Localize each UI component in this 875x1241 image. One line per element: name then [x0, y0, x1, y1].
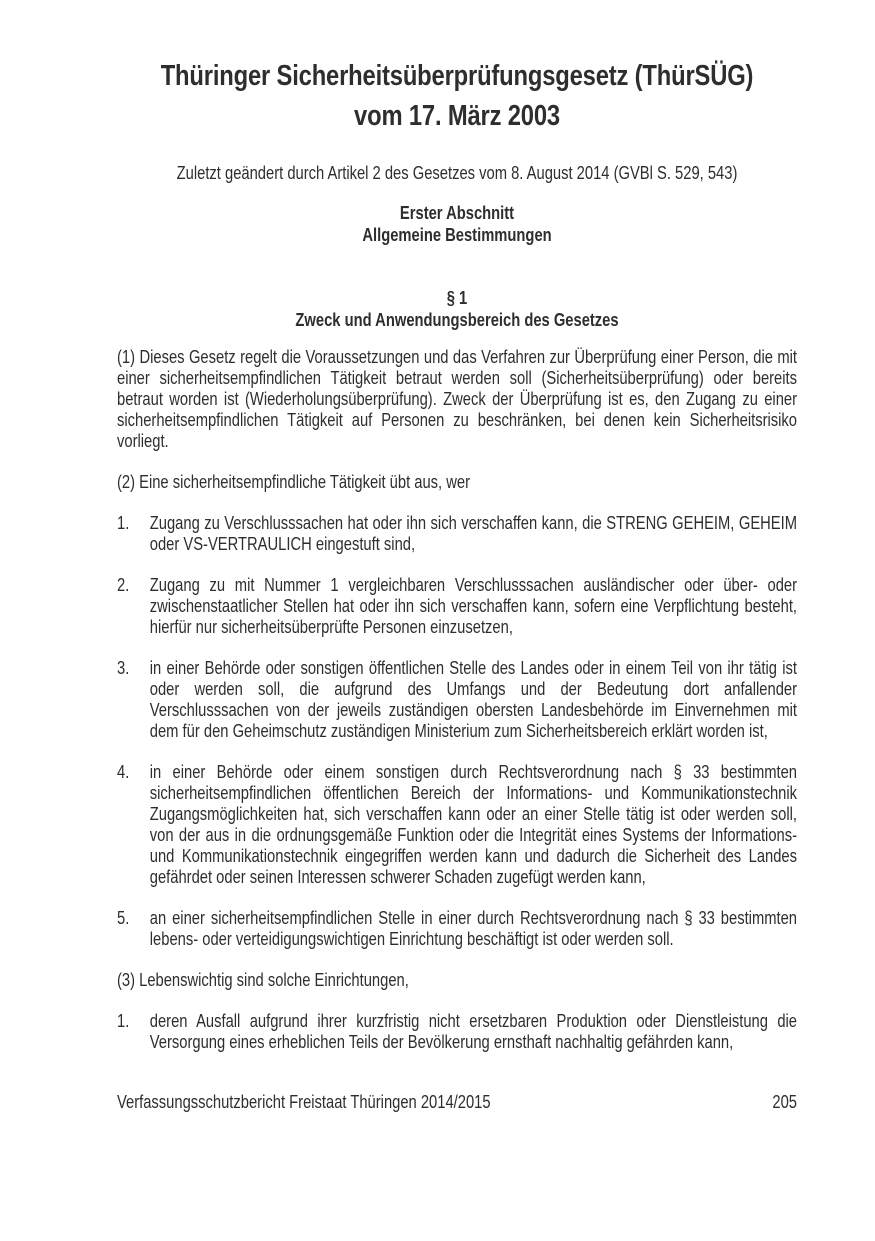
- list-item: [117, 908, 797, 950]
- article-number: § 1: [446, 288, 468, 308]
- footer-report-title: Verfassungsschutzbericht Freistaat Thüringen 2014/2015: [117, 1092, 491, 1112]
- list-item-number: 1.: [117, 513, 130, 533]
- list-item-number: 3.: [117, 658, 130, 678]
- amendment-note: Zuletzt geändert durch Artikel 2 des Gesetzes vom 8. August 2014 (GVBl S. 529, 543): [176, 163, 738, 183]
- list-item-text: deren Ausfall aufgrund ihrer kurzfristig nicht ersetzbaren Produktion oder Dienstleistung die Versorgung eines erheblichen Teils der Bevölkerung ernsthaft nachhaltig gefährden kann,: [149, 1011, 798, 1052]
- list-item: [117, 762, 797, 888]
- paragraph-3: (3) Lebenswichtig sind solche Einrichtungen,: [117, 970, 409, 990]
- list-item: [117, 658, 797, 742]
- section-heading-title: Erster Abschnitt: [399, 203, 515, 223]
- paragraph-2: (2) Eine sicherheitsempfindliche Tätigkeit übt aus, wer: [117, 472, 471, 492]
- list-item-text: Zugang zu mit Nummer 1 vergleichbaren Verschlusssachen ausländischer oder über- oder zwischenstaatlicher Stellen hat oder ihn sich verschaffen kann, sofern eine Verpflichtung besteht, hierfür nur sicherheitsüberprüfte Personen einzusetzen,: [149, 575, 798, 637]
- list-item: [117, 575, 797, 638]
- list-item: [117, 513, 797, 555]
- section-heading-subtitle: Allgemeine Bestimmungen: [362, 225, 552, 245]
- list-item-text: in einer Behörde oder einem sonstigen durch Rechtsverordnung nach § 33 bestimmten sicherheitsempfindlichen öffentlichen Bereich der Informations- und Kommunikationstechnik Zugangsmöglichkeiten hat, sich verschaffen kann oder an einer Stelle tätig ist oder werden soll, von der aus in die ordnungsgemäße Funktion oder die Integrität eines Systems der Informations- und Kommunikationstechnik eingegriffen werden kann und dadurch die Sicherheit des Landes gefährdet oder seinen Interessen schwerer Schaden zugefügt werden kann,: [149, 762, 798, 887]
- paragraph-1: (1) Dieses Gesetz regelt die Voraussetzungen und das Verfahren zur Überprüfung einer Person, die mit einer sicherheitsempfindlichen Tätigkeit betraut werden soll (Sicherheitsüberprüfung) oder bereits betraut worden ist (Wiederholungsüberprüfung). Zweck der Überprüfung ist es, den Zugang zu einer sicherheitsempfindlichen Tätigkeit auf Personen zu beschränken, bei denen kein Sicherheitsrisiko vorliegt.: [117, 347, 798, 451]
- section-heading: [117, 202, 797, 246]
- document-content: [117, 0, 797, 1113]
- article-heading: [117, 287, 797, 331]
- list-item-number: 4.: [117, 762, 130, 782]
- list-item-text: in einer Behörde oder sonstigen öffentlichen Stelle des Landes oder in einem Teil von ihr tätig ist oder werden soll, die aufgrund des Umfangs und der Bedeutung dort anfallender Verschlusssachen von der jeweils zuständigen obersten Landesbehörde im Einvernehmen mit dem für den Geheimschutz zuständigen Ministerium zum Sicherheitsbereich erklärt worden ist,: [149, 658, 798, 741]
- document-title: [117, 56, 797, 136]
- list-item-number: 1.: [117, 1011, 130, 1031]
- list-item-text: Zugang zu Verschlusssachen hat oder ihn sich verschaffen kann, die STRENG GEHEIM, GEHEIM oder VS-VERTRAULICH eingestuft sind,: [149, 513, 798, 554]
- list-item-number: 2.: [117, 575, 130, 595]
- list-item-number: 5.: [117, 908, 130, 928]
- list-item: [117, 1011, 797, 1053]
- document-title-line1: Thüringer Sicherheitsüberprüfungsgesetz (ThürSÜG): [160, 60, 754, 92]
- article-title: Zweck und Anwendungsbereich des Gesetzes: [295, 310, 619, 330]
- article-body: [117, 347, 797, 1113]
- list-item-text: an einer sicherheitsempfindlichen Stelle in einer durch Rechtsverordnung nach § 33 bestimmten lebens- oder verteidigungswichtigen Einrichtung beschäftigt ist oder werden soll.: [149, 908, 798, 949]
- document-title-line2: vom 17. März 2003: [354, 100, 560, 132]
- footer-page-number: 205: [772, 1092, 798, 1112]
- page-footer: [117, 1091, 797, 1113]
